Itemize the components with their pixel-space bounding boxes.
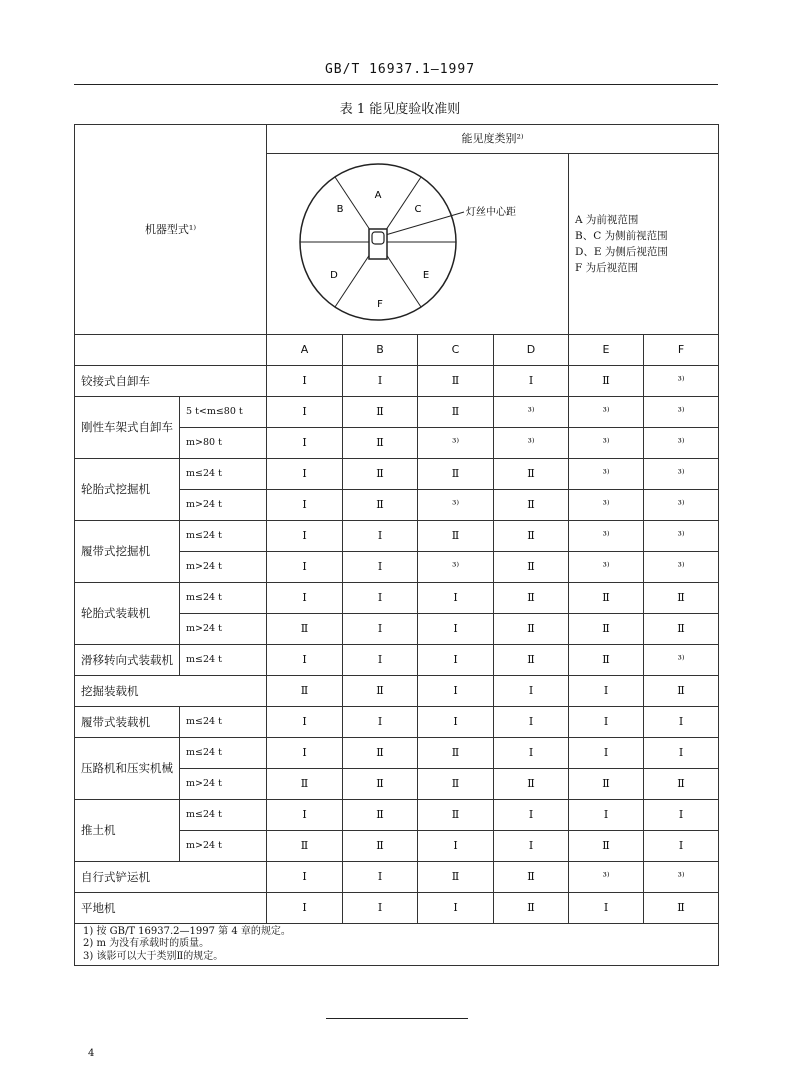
visibility-class-cell: Ⅰ: [569, 706, 644, 737]
visibility-class-cell: Ⅰ: [343, 551, 418, 582]
footnote: 3) 该影可以大于类别Ⅱ的规定。: [83, 950, 224, 962]
visibility-class-cell: Ⅱ: [267, 675, 343, 706]
legend-line: A 为前视范围: [575, 213, 639, 226]
table-row: [75, 799, 719, 830]
table-header-row-1: [75, 125, 719, 154]
visibility-class-cell: Ⅱ: [343, 768, 418, 799]
visibility-class-cell: Ⅱ: [569, 768, 644, 799]
visibility-class-cell: Ⅰ: [343, 520, 418, 551]
table-row: [75, 737, 719, 768]
visibility-class-cell: Ⅱ: [494, 768, 569, 799]
header-rule: [74, 84, 718, 85]
visibility-class-cell: Ⅱ: [494, 582, 569, 613]
visibility-class-cell: Ⅱ: [418, 768, 494, 799]
footnotes-cell: [75, 923, 719, 966]
footnote: 2) m 为没有承载时的质量。: [83, 938, 210, 950]
mass-condition-cell: m>80 t: [180, 427, 267, 458]
footer-rule: [326, 1018, 468, 1019]
machine-type-cell: 自行式铲运机: [75, 861, 267, 892]
visibility-class-cell: Ⅰ: [267, 551, 343, 582]
visibility-class-cell: Ⅰ: [644, 737, 719, 768]
sector-label-e: E: [422, 270, 429, 281]
visibility-class-cell: Ⅰ: [343, 861, 418, 892]
empty-header-cell: [75, 334, 267, 365]
mass-condition-cell: m≤24 t: [180, 458, 267, 489]
visibility-class-cell: Ⅱ: [418, 861, 494, 892]
legend-line: B、C 为侧前视范围: [575, 229, 668, 242]
visibility-class-cell: Ⅰ: [343, 706, 418, 737]
visibility-class-cell: Ⅰ: [644, 799, 719, 830]
visibility-class-cell: Ⅰ: [494, 706, 569, 737]
visibility-class-cell: Ⅰ: [418, 675, 494, 706]
mass-condition-cell: m≤24 t: [180, 644, 267, 675]
machine-type-cell: 履带式装载机: [75, 706, 180, 737]
category-header: 能见度类别²⁾: [267, 125, 719, 154]
column-header-c: C: [418, 334, 494, 365]
visibility-class-cell: Ⅰ: [418, 582, 494, 613]
sector-label-a: A: [374, 190, 381, 201]
column-header-e: E: [569, 334, 644, 365]
notes-row: [75, 923, 719, 966]
table-row: [75, 861, 719, 892]
visibility-class-cell: ³⁾: [644, 644, 719, 675]
visibility-class-cell: ³⁾: [418, 427, 494, 458]
machine-type-cell: 履带式挖掘机: [75, 520, 180, 582]
diagram-cell: [267, 154, 569, 335]
machine-type-cell: 铰接式自卸车: [75, 365, 267, 396]
visibility-class-cell: ³⁾: [569, 458, 644, 489]
legend-cell: [569, 154, 719, 335]
visibility-class-cell: ³⁾: [569, 489, 644, 520]
page-number: 4: [88, 1048, 95, 1059]
visibility-class-cell: Ⅰ: [343, 613, 418, 644]
sector-label-b: B: [336, 204, 343, 215]
visibility-class-cell: Ⅰ: [267, 427, 343, 458]
visibility-class-cell: Ⅱ: [494, 861, 569, 892]
visibility-class-cell: ³⁾: [494, 427, 569, 458]
visibility-class-cell: Ⅰ: [267, 489, 343, 520]
table-row: [75, 706, 719, 737]
machine-type-cell: 压路机和压实机械: [75, 737, 180, 799]
visibility-class-cell: Ⅰ: [569, 892, 644, 923]
visibility-class-cell: Ⅰ: [267, 520, 343, 551]
visibility-class-cell: ³⁾: [418, 551, 494, 582]
visibility-class-cell: ³⁾: [569, 427, 644, 458]
column-header-f: F: [644, 334, 719, 365]
visibility-class-cell: Ⅰ: [569, 675, 644, 706]
visibility-class-cell: Ⅱ: [569, 644, 644, 675]
table-row: [75, 644, 719, 675]
visibility-class-cell: Ⅱ: [494, 551, 569, 582]
visibility-class-cell: Ⅱ: [343, 396, 418, 427]
visibility-class-cell: Ⅱ: [644, 582, 719, 613]
visibility-class-cell: ³⁾: [644, 489, 719, 520]
visibility-class-cell: Ⅰ: [267, 458, 343, 489]
table-caption: 表 1 能见度验收准则: [339, 102, 461, 117]
visibility-class-cell: Ⅰ: [569, 799, 644, 830]
visibility-class-cell: Ⅱ: [644, 768, 719, 799]
visibility-class-cell: Ⅰ: [343, 644, 418, 675]
visibility-class-cell: Ⅱ: [418, 396, 494, 427]
visibility-class-cell: ³⁾: [644, 396, 719, 427]
visibility-class-cell: Ⅱ: [494, 489, 569, 520]
table-row: [75, 675, 719, 706]
table-row: [75, 892, 719, 923]
visibility-class-cell: Ⅱ: [418, 458, 494, 489]
visibility-class-cell: Ⅱ: [644, 613, 719, 644]
mass-condition-cell: 5 t<m≤80 t: [180, 396, 267, 427]
visibility-class-cell: Ⅰ: [267, 799, 343, 830]
machine-type-cell: 刚性车架式自卸车: [75, 396, 180, 458]
visibility-class-cell: Ⅰ: [267, 582, 343, 613]
visibility-class-cell: Ⅱ: [343, 427, 418, 458]
visibility-class-cell: Ⅰ: [418, 892, 494, 923]
visibility-class-cell: Ⅰ: [267, 396, 343, 427]
visibility-class-cell: Ⅰ: [343, 892, 418, 923]
column-header-d: D: [494, 334, 569, 365]
mass-condition-cell: m>24 t: [180, 768, 267, 799]
column-header-b: B: [343, 334, 418, 365]
mass-condition-cell: m>24 t: [180, 613, 267, 644]
visibility-class-cell: Ⅱ: [494, 458, 569, 489]
table-row: [75, 582, 719, 613]
visibility-class-cell: Ⅱ: [418, 799, 494, 830]
visibility-class-cell: Ⅰ: [267, 861, 343, 892]
visibility-class-cell: Ⅱ: [494, 520, 569, 551]
lamp-center-label: 灯丝中心距: [465, 207, 516, 218]
visibility-class-cell: Ⅱ: [494, 613, 569, 644]
visibility-class-cell: Ⅱ: [569, 582, 644, 613]
visibility-class-cell: Ⅰ: [267, 644, 343, 675]
visibility-class-cell: Ⅰ: [494, 737, 569, 768]
table-row: [75, 365, 719, 396]
zone-legend: [569, 212, 718, 276]
visibility-class-cell: Ⅱ: [418, 520, 494, 551]
visibility-class-cell: Ⅱ: [494, 644, 569, 675]
visibility-class-cell: ³⁾: [569, 396, 644, 427]
leader-line: [382, 212, 464, 236]
visibility-class-cell: Ⅰ: [267, 365, 343, 396]
visibility-class-cell: ³⁾: [569, 861, 644, 892]
visibility-class-cell: ³⁾: [569, 551, 644, 582]
visibility-class-cell: Ⅱ: [418, 737, 494, 768]
visibility-class-cell: ³⁾: [418, 489, 494, 520]
sector-label-d: D: [329, 270, 338, 281]
machine-type-cell: 滑移转向式装载机: [75, 644, 180, 675]
visibility-class-cell: Ⅰ: [644, 706, 719, 737]
visibility-zone-diagram: [268, 154, 568, 330]
visibility-class-cell: Ⅰ: [343, 582, 418, 613]
visibility-class-cell: Ⅱ: [343, 489, 418, 520]
visibility-class-cell: Ⅱ: [267, 830, 343, 861]
visibility-class-cell: Ⅱ: [343, 830, 418, 861]
visibility-class-cell: Ⅱ: [569, 830, 644, 861]
machine-type-cell: 推土机: [75, 799, 180, 861]
mass-condition-cell: m≤24 t: [180, 706, 267, 737]
machine-type-cell: 平地机: [75, 892, 267, 923]
visibility-class-cell: Ⅱ: [494, 892, 569, 923]
visibility-class-cell: Ⅰ: [418, 644, 494, 675]
mass-condition-cell: m>24 t: [180, 489, 267, 520]
visibility-class-cell: Ⅱ: [267, 768, 343, 799]
visibility-class-cell: Ⅱ: [267, 613, 343, 644]
visibility-class-cell: Ⅰ: [418, 706, 494, 737]
visibility-class-cell: Ⅱ: [343, 675, 418, 706]
visibility-class-cell: Ⅰ: [494, 365, 569, 396]
mass-condition-cell: m>24 t: [180, 830, 267, 861]
visibility-class-cell: ³⁾: [494, 396, 569, 427]
sector-label-f: F: [376, 299, 383, 310]
footnote: 1) 按 GB/T 16937.2—1997 第 4 章的规定。: [83, 925, 291, 937]
table-row: [75, 458, 719, 489]
visibility-class-cell: Ⅰ: [494, 675, 569, 706]
visibility-class-cell: ³⁾: [644, 520, 719, 551]
machine-type-cell: 轮胎式挖掘机: [75, 458, 180, 520]
visibility-class-cell: ³⁾: [644, 365, 719, 396]
visibility-class-cell: ³⁾: [644, 551, 719, 582]
mass-condition-cell: m>24 t: [180, 551, 267, 582]
visibility-class-cell: Ⅰ: [644, 830, 719, 861]
mass-condition-cell: m≤24 t: [180, 737, 267, 768]
visibility-class-cell: Ⅱ: [569, 613, 644, 644]
visibility-class-cell: Ⅱ: [343, 737, 418, 768]
table-row: [75, 520, 719, 551]
column-header-a: A: [267, 334, 343, 365]
visibility-class-cell: Ⅰ: [494, 799, 569, 830]
standard-header: GB/T 16937.1—1997: [324, 62, 476, 77]
visibility-class-cell: Ⅰ: [267, 892, 343, 923]
mass-condition-cell: m≤24 t: [180, 520, 267, 551]
visibility-class-cell: Ⅰ: [418, 830, 494, 861]
visibility-class-cell: ³⁾: [644, 458, 719, 489]
visibility-class-cell: Ⅱ: [418, 365, 494, 396]
legend-line: D、E 为侧后视范围: [575, 245, 668, 258]
visibility-class-cell: Ⅱ: [644, 675, 719, 706]
visibility-class-cell: Ⅱ: [569, 365, 644, 396]
visibility-class-cell: ³⁾: [644, 427, 719, 458]
visibility-class-cell: Ⅱ: [343, 799, 418, 830]
visibility-class-cell: Ⅰ: [267, 737, 343, 768]
visibility-class-cell: Ⅰ: [494, 830, 569, 861]
visibility-class-cell: Ⅰ: [267, 706, 343, 737]
visibility-class-cell: Ⅱ: [343, 458, 418, 489]
table-row: [75, 396, 719, 427]
machine-type-cell: 挖掘装载机: [75, 675, 267, 706]
visibility-class-cell: Ⅰ: [343, 365, 418, 396]
legend-line: F 为后视范围: [575, 261, 639, 274]
visibility-class-cell: ³⁾: [569, 520, 644, 551]
visibility-class-cell: Ⅰ: [569, 737, 644, 768]
sector-label-c: C: [414, 204, 421, 215]
visibility-class-cell: Ⅰ: [418, 613, 494, 644]
mass-condition-cell: m≤24 t: [180, 582, 267, 613]
visibility-criteria-table: [74, 124, 719, 966]
visibility-class-cell: Ⅱ: [644, 892, 719, 923]
visibility-class-cell: ³⁾: [644, 861, 719, 892]
mass-condition-cell: m≤24 t: [180, 799, 267, 830]
column-letter-row: [75, 334, 719, 365]
machine-type-header: 机器型式¹⁾: [75, 125, 267, 335]
machine-type-cell: 轮胎式装载机: [75, 582, 180, 644]
